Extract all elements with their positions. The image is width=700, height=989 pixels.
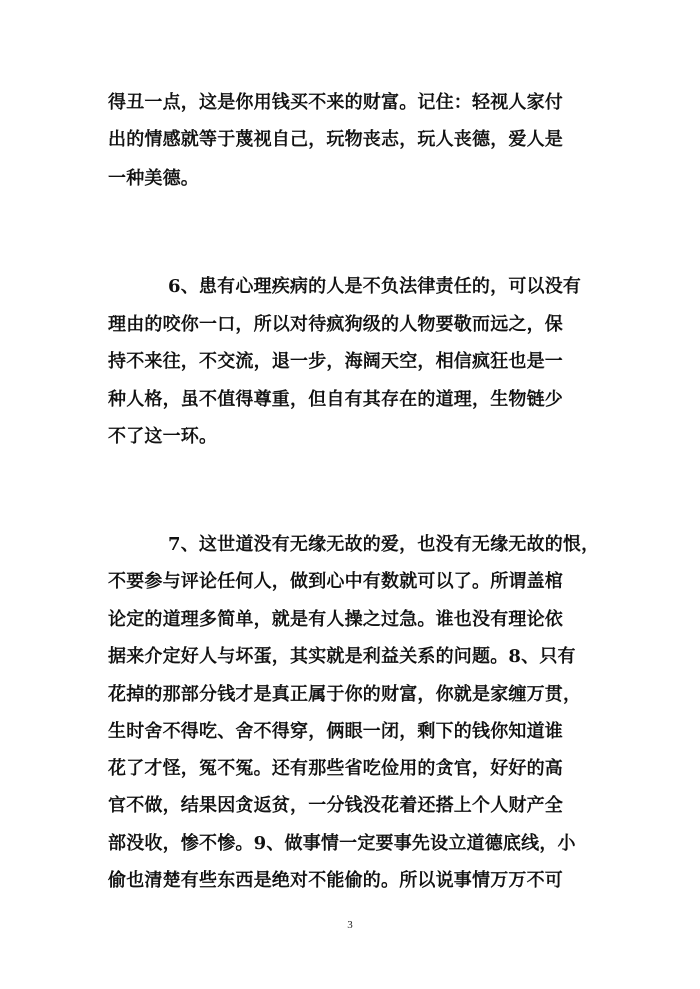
paragraph-2-line-3: 持不来往，不交流，退一步，海阔天空，相信疯狂也是一: [108, 351, 563, 372]
paragraph-2-line-5: 不了这一环。: [108, 426, 218, 447]
paragraph-3-line-2: 不要参与评论任何人，做到心中有数就可以了。所谓盖棺: [108, 571, 563, 592]
paragraph-3-line-3: 论定的道理多简单，就是有人操之过急。谁也没有理论依: [108, 609, 563, 630]
paragraph-3-line-9: 部没收，惨不惨。9、做事情一定要事先设立道德底线，小: [108, 833, 576, 854]
paragraph-2-line-1: 6、患有心理疾病的人是不负法律责任的，可以没有: [168, 276, 582, 297]
page-number: 3: [347, 919, 353, 931]
paragraph-1-line-3: 一种美德。: [108, 168, 199, 189]
paragraph-3-line-7: 花了才怪，冤不冤。还有那些省吃俭用的贪官，好好的高: [108, 758, 563, 779]
paragraph-3-line-5: 花掉的那部分钱才是真正属于你的财富，你就是家缠万贯，: [108, 684, 582, 705]
paragraph-3-line-6: 生时舍不得吃、舍不得穿，俩眼一闭，剩下的钱你知道谁: [108, 721, 563, 742]
paragraph-3-line-4: 据来介定好人与坏蛋，其实就是利益关系的问题。8、只有: [108, 646, 576, 667]
paragraph-3-line-1: 7、这世道没有无缘无故的爱，也没有无缘无故的恨，: [168, 534, 600, 555]
paragraph-2-line-2: 理由的咬你一口，所以对待疯狗级的人物要敬而远之，保: [108, 314, 563, 335]
paragraph-1-line-1: 得丑一点，这是你用钱买不来的财富。记住：轻视人家付: [108, 92, 563, 113]
paragraph-3-line-10: 偷也清楚有些东西是绝对不能偷的。所以说事情万万不可: [108, 870, 563, 891]
paragraph-3-line-8: 官不做，结果因贪返贫，一分钱没花着还搭上个人财产全: [108, 795, 563, 816]
paragraph-2-line-4: 种人格，虽不值得尊重，但自有其存在的道理，生物链少: [108, 389, 563, 410]
paragraph-1-line-2: 出的情感就等于蔑视自己，玩物丧志，玩人丧德，爱人是: [108, 129, 563, 150]
